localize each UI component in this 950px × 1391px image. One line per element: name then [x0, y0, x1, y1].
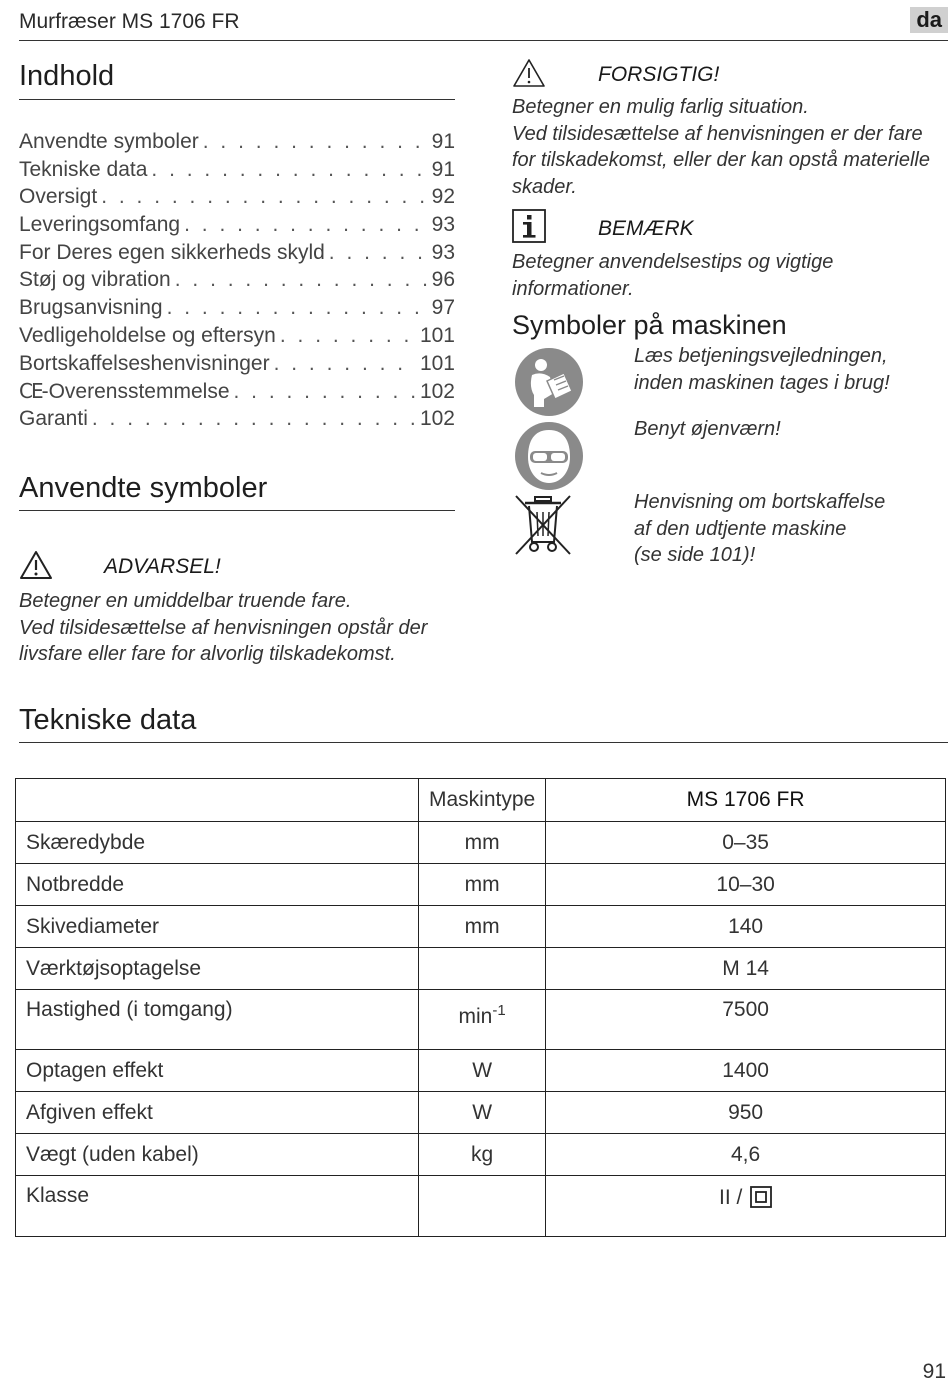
toc-entry[interactable] — [19, 268, 455, 296]
toc-entry-label: Brugsanvisning — [19, 296, 163, 320]
toc-entry-page: 101 — [419, 323, 455, 347]
running-header-title: Murfræser MS 1706 FR — [19, 10, 240, 33]
crossed-bin-icon — [513, 494, 573, 556]
table-row — [16, 1050, 946, 1092]
caution-triangle-icon — [512, 58, 546, 88]
double-insulation-icon — [750, 1186, 772, 1208]
toc-entry-label: Bortskaffelseshenvisninger — [19, 351, 270, 375]
spec-label: Vægt (uden kabel) — [16, 1134, 419, 1176]
table-row — [16, 1176, 946, 1237]
toc-entry-page: 92 — [431, 185, 455, 209]
toc-entry-label: Anvendte symboler — [19, 130, 199, 153]
spec-value: M 14 — [546, 948, 946, 990]
spec-unit-cell — [419, 990, 546, 1050]
toc-entry-label: For Deres egen sikkerheds skyld — [19, 240, 325, 264]
toc-entry-page: 102 — [419, 380, 455, 404]
spec-label: Værktøjsoptagelse — [16, 948, 419, 990]
spec-label: Klasse — [16, 1176, 419, 1237]
toc-entry[interactable] — [19, 407, 455, 435]
toc-entry-label: Leveringsomfang — [19, 213, 181, 237]
spec-unit: W — [419, 1050, 546, 1092]
eye-protection-icon — [514, 421, 584, 491]
toc-leader-dots — [234, 380, 416, 404]
spec-unit: mm — [419, 822, 546, 864]
table-row — [16, 990, 946, 1050]
spec-unit: kg — [419, 1134, 546, 1176]
toc-entry-page: 91 — [431, 157, 455, 181]
caution-label: FORSIGTIG! — [598, 63, 720, 86]
table-row — [16, 822, 946, 864]
spec-value: 1400 — [546, 1050, 946, 1092]
toc-leader-dots — [280, 324, 416, 348]
toc-leader-dots — [175, 268, 428, 292]
toc-entry-page: 96 — [431, 268, 455, 292]
tech-heading-rule — [19, 742, 948, 743]
table-row — [16, 864, 946, 906]
toc-entry[interactable] — [19, 324, 455, 352]
toc-leader-dots — [274, 352, 416, 376]
read-manual-text: Læs betjeningsvejledningen, inden maskinen tages i brug! — [634, 345, 890, 394]
tech-data-table — [15, 778, 946, 1237]
spec-label: Skæredybde — [16, 822, 419, 864]
spec-unit: W — [419, 1092, 546, 1134]
toc-leader-dots — [203, 130, 428, 154]
info-icon — [512, 209, 546, 243]
table-cell-empty — [16, 779, 419, 822]
toc-entry[interactable] — [19, 130, 455, 158]
toc-entry-label: Oversigt — [19, 185, 98, 209]
toc-entry-page: 93 — [431, 240, 455, 264]
spec-value: 140 — [546, 906, 946, 948]
toc-entry-page: 101 — [419, 351, 455, 375]
toc-heading-rule — [19, 99, 455, 100]
table-of-contents — [19, 130, 455, 435]
toc-entry-label: -Overensstemmelse — [41, 380, 230, 404]
toc-entry[interactable] — [19, 352, 455, 380]
toc-entry-label: Vedligeholdelse og eftersyn — [19, 323, 276, 347]
spec-value: 0–35 — [546, 822, 946, 864]
spec-value: 10–30 — [546, 864, 946, 906]
protection-class-cell — [546, 1176, 946, 1237]
toc-heading: Indhold — [19, 60, 115, 92]
spec-value: 950 — [546, 1092, 946, 1134]
language-badge: da — [910, 7, 948, 33]
toc-entry[interactable] — [19, 241, 455, 269]
table-header-row — [16, 779, 946, 822]
toc-entry[interactable] — [19, 296, 455, 324]
toc-leader-dots — [101, 185, 427, 209]
warning-text: Betegner en umiddelbar truende fare. Ved tilsidesættelse af henvisningen opstår der livsfare eller fare for alvorlig tilskadekomst. — [19, 590, 428, 665]
spec-value: II / — [719, 1186, 743, 1209]
ce-mark: CE — [19, 379, 42, 404]
spec-unit: min — [458, 1005, 493, 1028]
spec-label: Optagen effekt — [16, 1050, 419, 1092]
toc-entry-label: Støj og vibration — [19, 268, 171, 292]
spec-unit — [419, 1176, 546, 1237]
spec-unit — [419, 948, 546, 990]
spec-value: 4,6 — [546, 1134, 946, 1176]
toc-entry[interactable] — [19, 213, 455, 241]
warning-label: ADVARSEL! — [104, 555, 221, 578]
toc-leader-dots — [329, 241, 428, 265]
table-row — [16, 906, 946, 948]
spec-label: Afgiven effekt — [16, 1092, 419, 1134]
caution-text: Betegner en mulig farlig situation. Ved tilsidesættelse af henvisningen er der fare for tilskadekomst, eller der kan opstå materielle skader. — [512, 96, 930, 198]
warning-triangle-icon — [19, 550, 53, 580]
machine-type-label: Maskintype — [419, 779, 546, 822]
spec-label: Skivediameter — [16, 906, 419, 948]
toc-entry-page: 93 — [431, 213, 455, 237]
spec-label: Notbredde — [16, 864, 419, 906]
spec-value: 7500 — [546, 990, 946, 1050]
eye-protection-text: Benyt øjenværn! — [634, 418, 781, 440]
toc-entry-label: Tekniske data — [19, 157, 148, 181]
table-row — [16, 948, 946, 990]
note-label: BEMÆRK — [598, 217, 694, 240]
toc-entry[interactable] — [19, 185, 455, 213]
table-row — [16, 1092, 946, 1134]
tech-data-heading: Tekniske data — [19, 704, 197, 736]
toc-leader-dots — [92, 407, 416, 431]
read-manual-icon — [514, 347, 584, 417]
spec-unit: mm — [419, 864, 546, 906]
toc-entry-page: 91 — [431, 130, 455, 153]
toc-leader-dots — [184, 213, 428, 237]
toc-entry-label: Garanti — [19, 406, 88, 430]
spec-unit: mm — [419, 906, 546, 948]
toc-leader-dots — [151, 158, 427, 182]
note-text: Betegner anvendelsestips og vigtige informationer. — [512, 251, 834, 300]
toc-leader-dots — [167, 296, 428, 320]
machine-symbols-heading: Symboler på maskinen — [512, 310, 787, 340]
toc-entry-page: 97 — [431, 296, 455, 320]
toc-entry[interactable] — [19, 379, 455, 407]
toc-entry-page: 102 — [419, 406, 455, 430]
spec-label: Hastighed (i tomgang) — [16, 990, 419, 1050]
symbols-heading-rule — [19, 510, 455, 511]
spec-unit-exponent: -1 — [492, 1002, 506, 1019]
machine-model: MS 1706 FR — [546, 779, 946, 822]
disposal-text: Henvisning om bortskaffelse af den udtjente maskine (se side 101)! — [634, 491, 886, 566]
table-row — [16, 1134, 946, 1176]
page-number: 91 — [922, 1360, 946, 1383]
header-rule — [19, 40, 948, 41]
toc-entry[interactable] — [19, 158, 455, 186]
symbols-heading: Anvendte symboler — [19, 472, 268, 504]
